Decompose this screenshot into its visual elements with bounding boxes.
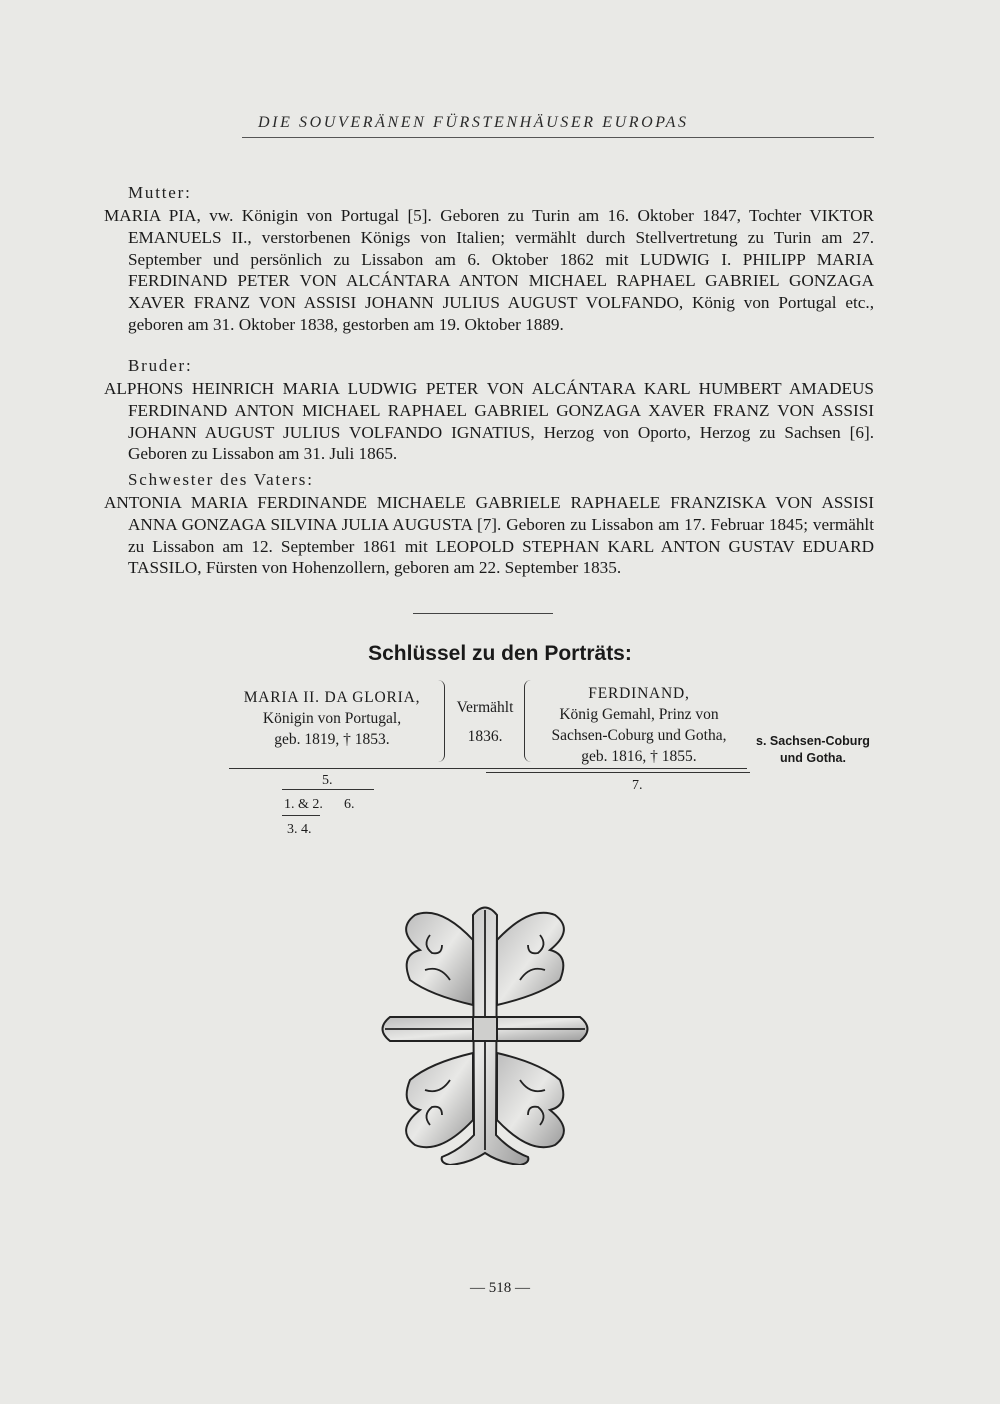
paragraph-mutter <box>104 205 874 336</box>
bracket-right <box>524 680 531 762</box>
tree-line-7 <box>486 772 750 773</box>
section-divider <box>413 613 553 614</box>
running-head: DIE SOUVERÄNEN FÜRSTENHÄUSER EUROPAS <box>258 114 689 131</box>
key-left-entry <box>228 687 436 750</box>
tree-number-1-2: 1. & 2. <box>284 797 323 812</box>
tree-number-3-4: 3. 4. <box>287 822 312 837</box>
key-middle-entry <box>448 697 522 747</box>
tree-number-5: 5. <box>322 773 333 788</box>
paragraph-mutter-text: MARIA PIA, vw. Königin von Portugal [5]. Geboren zu Turin am 16. Oktober 1847, Tochter VIKTOR EMANUELS II., verstorbenen Königs von Italien; vermählt durch Stellvertretung zu Turin am 27. September und persönlich zu Lissabon am 6. Oktober 1862 mit LUDWIG I. PHILIPP MARIA FERDINAND PETER VON ALCÁNTARA ANTON MICHAEL RAPHAEL GABRIEL GONZAGA XAVER FRANZ VON ASSISI JOHANN JULIUS AUGUST VOLFANDO, König von Portugal etc., geboren am 31. Oktober 1838, gestorben am 19. Oktober 1889. <box>104 206 874 334</box>
page-number: — 518 — <box>470 1280 530 1296</box>
key-right-line4: geb. 1816, † 1855. <box>581 748 697 765</box>
paragraph-schwester-text: ANTONIA MARIA FERDINANDE MICHAELE GABRIELE RAPHAELE FRANZISKA VON ASSISI ANNA GONZAGA SILVINA JULIA AUGUSTA [7]. Geboren zu Lissabon am 17. Februar 1845; vermählt zu Lissabon am 12. September 1861 mit LEOPOLD STEPHAN KARL ANTON GUSTAV EDUARD TASSILO, Fürsten von Hohenzollern, geboren am 22. September 1835. <box>104 493 874 578</box>
key-title: Schlüssel zu den Porträts: <box>368 642 632 665</box>
paragraph-bruder <box>104 378 874 465</box>
tree-number-7: 7. <box>632 778 643 793</box>
paragraph-schwester <box>104 492 874 579</box>
key-right-entry <box>532 683 746 767</box>
section-label-bruder: Bruder: <box>128 356 193 375</box>
side-note-line2: und Gotha. <box>780 751 846 765</box>
tree-main-line <box>229 768 747 769</box>
key-right-line2: König Gemahl, Prinz von <box>559 706 719 723</box>
paragraph-bruder-text: ALPHONS HEINRICH MARIA LUDWIG PETER VON ALCÁNTARA KARL HUMBERT AMADEUS FERDINAND ANTON MICHAEL RAPHAEL GABRIEL GONZAGA XAVER FRANZ VON ASSISI JOHANN AUGUST JULIUS VOLFANDO IGNATIUS, Herzog von Oporto, Herzog zu Sachsen [6]. Geboren zu Lissabon am 31. Juli 1865. <box>104 379 874 464</box>
key-middle-line2: 1836. <box>467 728 503 745</box>
tree-number-6: 6. <box>344 797 355 812</box>
tree-line-5 <box>282 789 374 790</box>
side-note-line1: s. Sachsen-Coburg <box>756 734 870 748</box>
key-middle-line1: Vermählt <box>456 699 514 716</box>
section-label-schwester: Schwester des Vaters: <box>128 470 314 489</box>
section-label-mutter: Mutter: <box>128 183 192 202</box>
bracket-left <box>438 680 445 762</box>
cross-fleury-icon <box>370 895 600 1165</box>
key-left-line2: Königin von Portugal, <box>262 710 402 727</box>
key-left-line1: MARIA II. DA GLORIA, <box>243 689 421 706</box>
key-left-line3: geb. 1819, † 1853. <box>274 731 390 748</box>
tree-line-12 <box>282 815 320 816</box>
key-right-line1: FERDINAND, <box>588 685 690 702</box>
side-note <box>752 733 874 767</box>
key-right-line3: Sachsen-Coburg und Gotha, <box>551 727 727 744</box>
header-rule <box>242 137 874 138</box>
